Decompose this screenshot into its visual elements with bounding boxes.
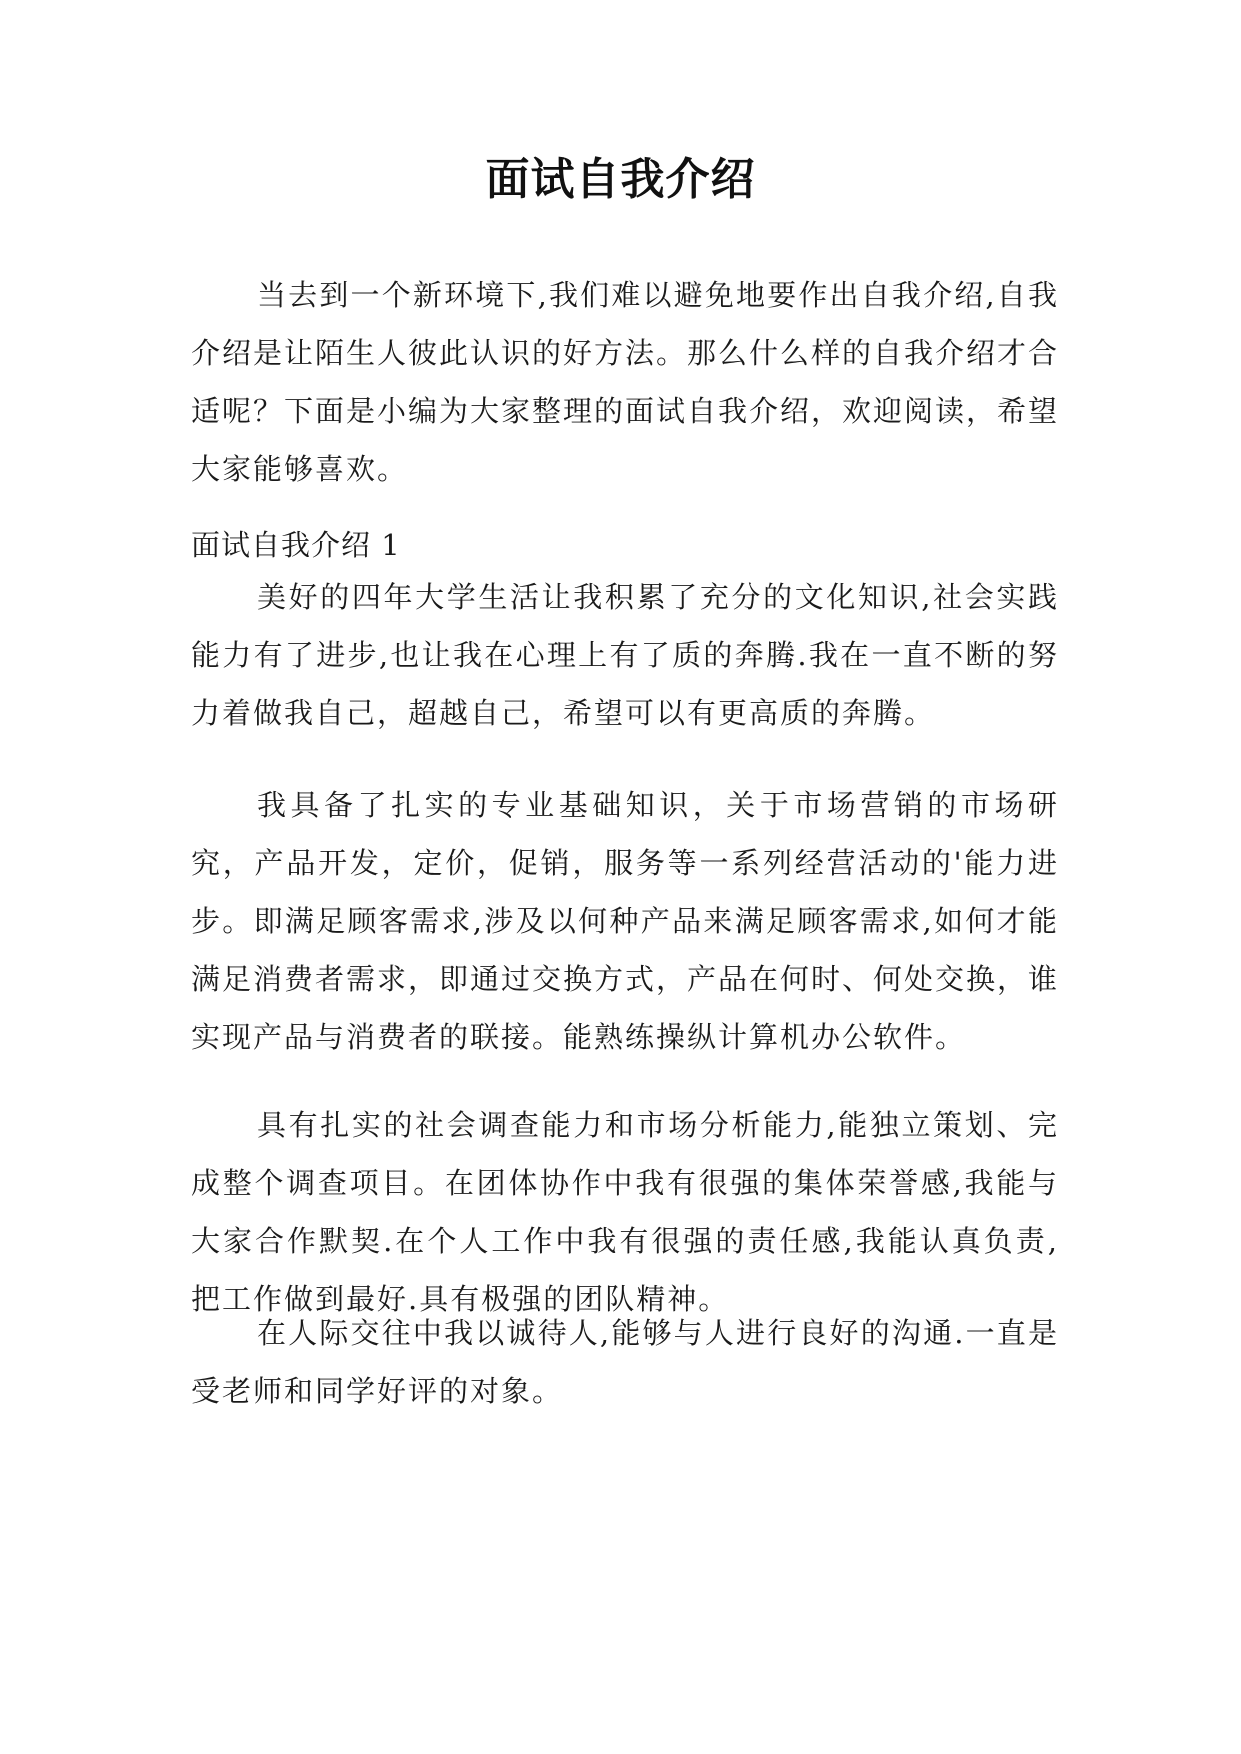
paragraph-4: 在人际交往中我以诚待人,能够与人进行良好的沟通.一直是受老师和同学好评的对象。 <box>191 1316 1059 1408</box>
document-title: 面试自我介绍 <box>485 154 756 205</box>
intro-paragraph: 当去到一个新环境下,我们难以避免地要作出自我介绍,自我介绍是让陌生人彼此认识的好方法。那么什么样的自我介绍才合适呢？下面是小编为大家整理的面试自我介绍，欢迎阅读，希望大家能够喜欢。 <box>191 278 1060 486</box>
paragraph-2: 我具备了扎实的专业基础知识，关于市场营销的市场研究，产品开发，定价，促销，服务等一系列经营活动的'能力进步。即满足顾客需求,涉及以何种产品来满足顾客需求,如何才能满足消费者需求，即通过交换方式，产品在何时、何处交换，谁实现产品与消费者的联接。能熟练操纵计算机办公软件。 <box>191 788 1060 1054</box>
paragraph-3: 具有扎实的社会调查能力和市场分析能力,能独立策划、完成整个调查项目。在团体协作中我有很强的集体荣誉感,我能与大家合作默契.在个人工作中我有很强的责任感,我能认真负责,把工作做到最好.具有极强的团队精神。 <box>191 1108 1059 1316</box>
paragraph-1: 美好的四年大学生活让我积累了充分的文化知识,社会实践能力有了进步,也让我在心理上有了质的奔腾.我在一直不断的努力着做我自己，超越自己，希望可以有更高质的奔腾。 <box>191 580 1059 730</box>
section-heading: 面试自我介绍 1 <box>191 528 401 562</box>
